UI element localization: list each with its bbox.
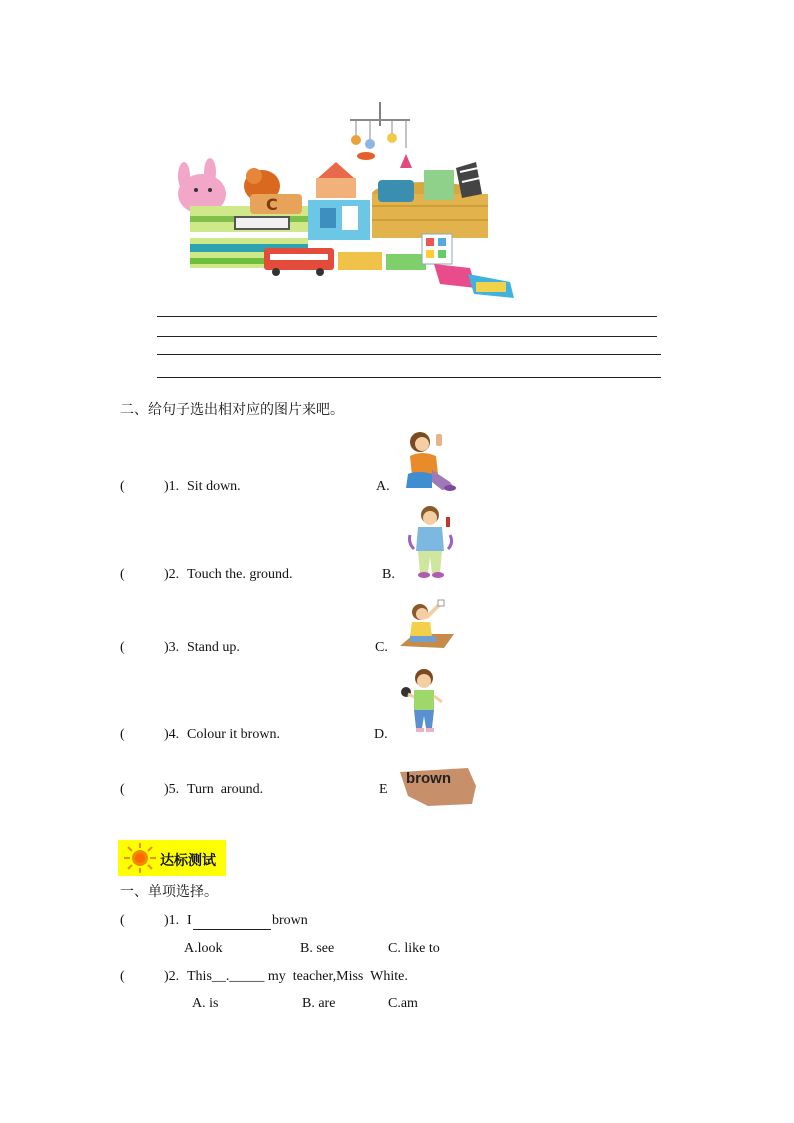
item-number: )1. [164,479,180,494]
train-toy [264,248,426,276]
item-number: )3. [164,640,180,655]
brown-word-card [398,766,478,808]
answer-paren-open: ( [120,567,125,582]
item-sentence: Turn around. [187,782,264,797]
answer-paren-open: ( [120,913,125,928]
option-letter: E [379,782,388,797]
test-heading: 一、单项选择。 [120,884,218,900]
brown-card-label: brown [406,770,451,787]
house-block-toy [308,162,370,240]
writing-line-3[interactable] [157,354,661,355]
basket-toy [372,162,488,238]
option-letter: A. [376,479,390,494]
item-sentence: Sit down. [187,479,241,494]
option-letter: C. [375,640,388,655]
item-sentence: Touch the. ground. [187,567,293,582]
item-number: )2. [164,567,180,582]
item-number: )4. [164,727,180,742]
answer-paren-open: ( [120,479,125,494]
cart-toy [434,264,514,298]
question-stem: This__._____ my teacher,Miss White. [187,969,408,984]
option-a[interactable]: A. is [192,996,219,1011]
answer-blank[interactable] [128,969,164,985]
question-tail: brown [272,913,308,928]
option-c[interactable]: C. like to [388,941,440,956]
turning-boy-image [406,505,458,579]
fill-blank-line[interactable] [193,929,271,930]
section2-heading: 二、给句子选出相对应的图片来吧。 [120,402,344,418]
item-sentence: Stand up. [187,640,240,655]
answer-paren-open: ( [120,640,125,655]
svg-text:C: C [266,195,278,214]
option-b[interactable]: B. see [300,941,335,956]
badge-label: 达标测试 [160,853,216,869]
item-sentence: Colour it brown. [187,727,280,742]
option-c[interactable]: C.am [388,996,418,1011]
answer-blank[interactable] [128,567,164,583]
answer-blank[interactable] [128,913,164,929]
toys-illustration [170,98,520,304]
rabbit-toy [178,158,226,214]
letter-block-toy [250,194,302,214]
option-b[interactable]: B. are [302,996,336,1011]
question-number: )1. [164,913,180,928]
mobile-toy [350,102,412,168]
question-stem: I [187,913,192,928]
sun-icon [122,842,158,874]
colouring-boy-image [400,668,444,736]
touch-ground-image [396,598,456,652]
answer-paren-open: ( [120,969,125,984]
test-badge [118,840,226,876]
answer-paren-open: ( [120,782,125,797]
answer-blank[interactable] [128,479,164,495]
answer-blank[interactable] [128,640,164,656]
answer-blank[interactable] [128,782,164,798]
writing-line-2[interactable] [157,336,657,337]
option-letter: D. [374,727,388,742]
item-number: )5. [164,782,180,797]
question-number: )2. [164,969,180,984]
option-a[interactable]: A.look [184,941,223,956]
writing-line-1[interactable] [157,316,657,317]
writing-line-4[interactable] [157,377,661,378]
option-letter: B. [382,567,395,582]
answer-blank[interactable] [128,727,164,743]
sitting-girl-image [398,430,462,492]
answer-paren-open: ( [120,727,125,742]
puzzle-cube-toy [422,234,452,264]
